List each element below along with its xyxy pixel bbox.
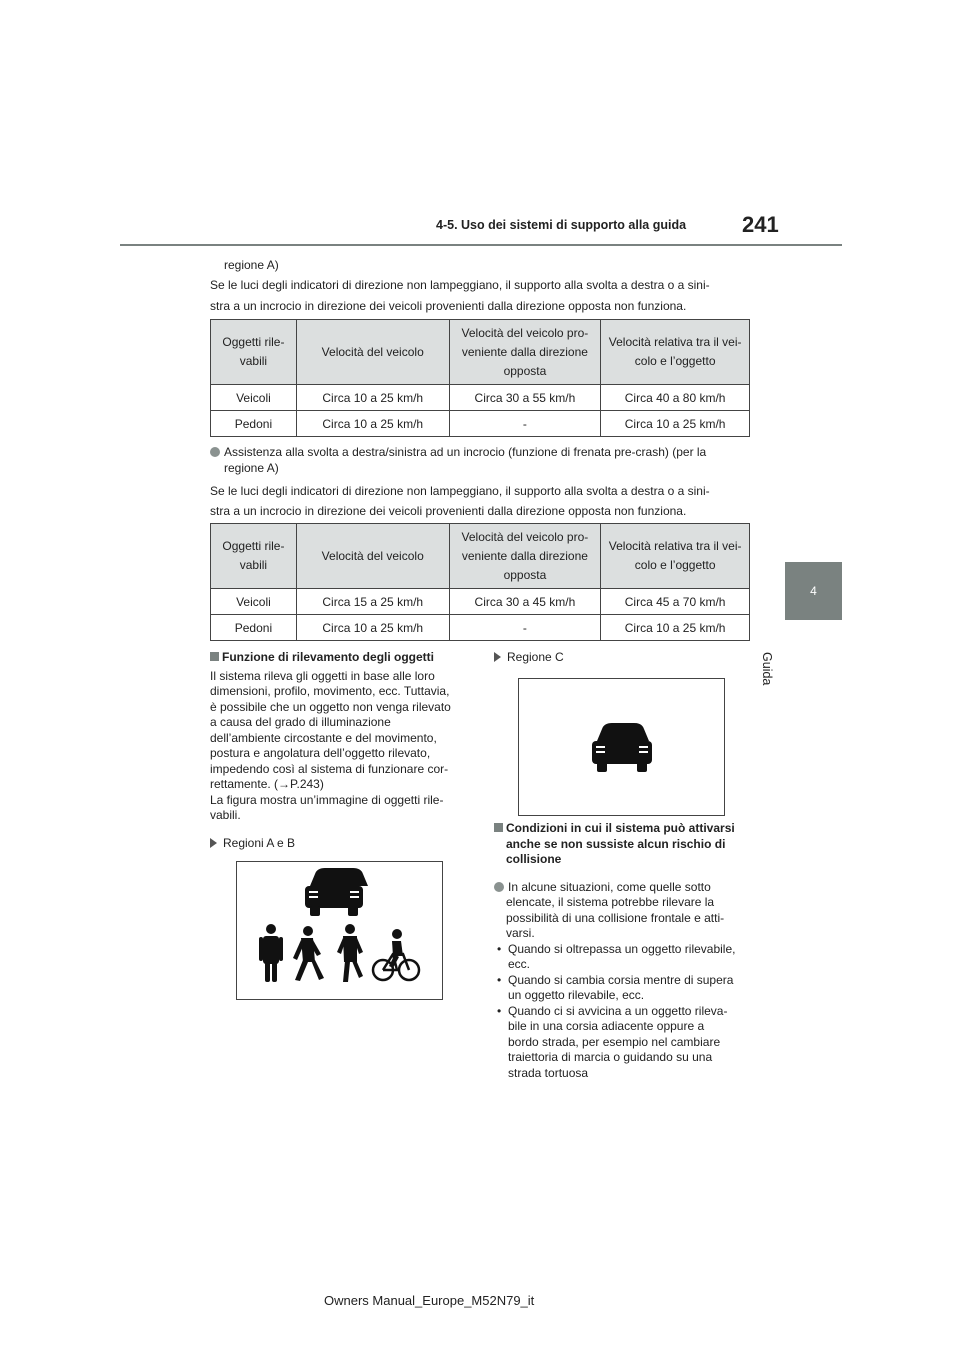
intro-para-1: Se le luci degli indicatori di direzione non lampeggiano, il supporto alla svolta a destra o a sini- — [210, 278, 710, 292]
text-line: elencate, il sistema potrebbe rilevare la — [506, 895, 715, 909]
bullet2-para-2: stra a un incrocio in direzione dei veicoli provenienti dalla direzione opposta non funziona. — [210, 504, 687, 518]
arrow-right-icon — [494, 652, 501, 662]
header-divider — [120, 244, 842, 246]
figure-objects-ab — [236, 861, 443, 1000]
pedestrian-icon — [293, 926, 324, 981]
intro-para-2: stra a un incrocio in direzione dei veicoli provenienti dalla direzione opposta non funziona. — [210, 299, 687, 313]
table-header-cell: Velocità del veicolo — [296, 524, 449, 589]
text-line: a causa del grado di illuminazione — [210, 715, 391, 729]
detection-paragraph — [210, 669, 466, 824]
table-cell: Pedoni — [211, 615, 297, 641]
table-cell: Circa 10 a 25 km/h — [601, 615, 750, 641]
table-row — [211, 411, 750, 437]
table-cell: Circa 30 a 55 km/h — [449, 385, 601, 411]
intro-line: regione A) — [224, 258, 279, 272]
text-line: anche se non sussiste alcun rischio di — [506, 836, 726, 851]
table-header-cell: Oggetti rile- vabili — [211, 524, 297, 589]
table-header-cell: Velocità del veicolo pro- veniente dalla direzione opposta — [449, 524, 601, 589]
section-title: 4-5. Uso dei sistemi di supporto alla guida — [436, 218, 687, 232]
square-bullet-icon — [494, 823, 503, 832]
table-cell: Veicoli — [211, 589, 297, 615]
text-line: dell’ambiente circostante e del movimento, — [210, 730, 437, 745]
table-row — [211, 589, 750, 615]
car-icon — [592, 723, 652, 772]
list-item: • Quando ci si avvicina a un oggetto rileva- bile in una corsia adiacente oppure a bordo strada, per esempio nel cambiare traiettoria di marcia o guidando su una strada tortuosa — [494, 1004, 754, 1082]
table-row — [211, 385, 750, 411]
table-header-cell: Oggetti rile- vabili — [211, 320, 297, 385]
pedestrian-icon — [259, 924, 283, 982]
text-line: rettamente. (→P.243) — [210, 777, 324, 791]
bullet-text: Assistenza alla svolta a destra/sinistra ad un incrocio (funzione di frenata pre-crash) (per la — [224, 445, 707, 459]
table-cell: - — [449, 615, 601, 641]
page-number: 241 — [742, 212, 779, 237]
circle-bullet-icon — [494, 882, 504, 892]
table-cell: Circa 40 a 80 km/h — [601, 385, 750, 411]
arrow-right-icon — [210, 838, 217, 848]
spec-table-1 — [210, 319, 750, 437]
text-line: In alcune situazioni, come quelle sotto — [494, 880, 754, 896]
car-icon — [305, 868, 368, 916]
conditions-heading — [494, 821, 754, 868]
text-line: vabili. — [210, 808, 241, 822]
table-header-cell: Velocità del veicolo — [296, 320, 449, 385]
table-cell: Circa 30 a 45 km/h — [449, 589, 601, 615]
table-cell: - — [449, 411, 601, 437]
table-cell: Pedoni — [211, 411, 297, 437]
circle-bullet-icon — [210, 447, 220, 457]
text-line: è possibile che un oggetto non venga rilevato — [210, 699, 451, 714]
table-header-cell: Velocità relativa tra il vei- colo e l’oggetto — [601, 524, 750, 589]
table-cell: Circa 45 a 70 km/h — [601, 589, 750, 615]
table-header-row — [211, 524, 750, 589]
detectable-objects-figure — [237, 862, 442, 999]
conditions-section — [494, 821, 754, 1081]
text-line: varsi. — [506, 926, 535, 940]
square-bullet-icon — [210, 652, 219, 661]
region-c-figure — [519, 679, 724, 815]
chapter-number: 4 — [810, 584, 817, 598]
cyclist-body — [389, 929, 403, 968]
table-header-row — [211, 320, 750, 385]
region-c-label: Regione C — [494, 650, 750, 666]
conditions-bullet — [494, 880, 754, 942]
chapter-tab — [785, 562, 842, 620]
spec-table-2 — [210, 523, 750, 641]
table-row — [211, 615, 750, 641]
table-header-cell: Velocità relativa tra il vei- colo e l’oggetto — [601, 320, 750, 385]
left-column — [210, 650, 466, 851]
chapter-label: Guida — [760, 652, 774, 686]
bullet-text-cont: regione A) — [224, 461, 279, 475]
table-cell: Veicoli — [211, 385, 297, 411]
table-header-cell: Velocità del veicolo pro- veniente dalla direzione opposta — [449, 320, 601, 385]
conditions-list — [494, 942, 754, 1082]
bullet-intersection — [210, 443, 706, 461]
text-line: dimensioni, profilo, movimento, ecc. Tuttavia, — [210, 684, 450, 698]
pedestrian-icon — [337, 924, 363, 982]
bullet2-para-1: Se le luci degli indicatori di direzione non lampeggiano, il supporto alla svolta a destra o a sini- — [210, 484, 710, 498]
table-cell: Circa 15 a 25 km/h — [296, 589, 449, 615]
table-cell: Circa 10 a 25 km/h — [296, 385, 449, 411]
table-cell: Circa 10 a 25 km/h — [296, 615, 449, 641]
list-item: • Quando si oltrepassa un oggetto rilevabile, ecc. — [494, 942, 754, 973]
text-line: postura e angolatura dell’oggetto rilevato, — [210, 746, 431, 760]
section-heading: Funzione di rilevamento degli oggetti — [210, 650, 466, 666]
text-line: possibilità di una collisione frontale e atti- — [506, 910, 725, 925]
figure-objects-c — [518, 678, 725, 816]
text-line: collisione — [506, 852, 562, 866]
list-item: • Quando si cambia corsia mentre di supera un oggetto rilevabile, ecc. — [494, 973, 754, 1004]
regions-ab-label: Regioni A e B — [210, 836, 466, 852]
text-line: Condizioni in cui il sistema può attivarsi — [494, 821, 754, 837]
text-line: impedendo così al sistema di funzionare cor- — [210, 761, 449, 776]
table-cell: Circa 10 a 25 km/h — [296, 411, 449, 437]
footer-text: Owners Manual_Europe_M52N79_it — [324, 1293, 535, 1308]
text-line: Il sistema rileva gli oggetti in base alle loro — [210, 668, 435, 683]
table-cell: Circa 10 a 25 km/h — [601, 411, 750, 437]
text-line: La figura mostra un’immagine di oggetti rile- — [210, 792, 444, 807]
right-column — [494, 650, 750, 666]
